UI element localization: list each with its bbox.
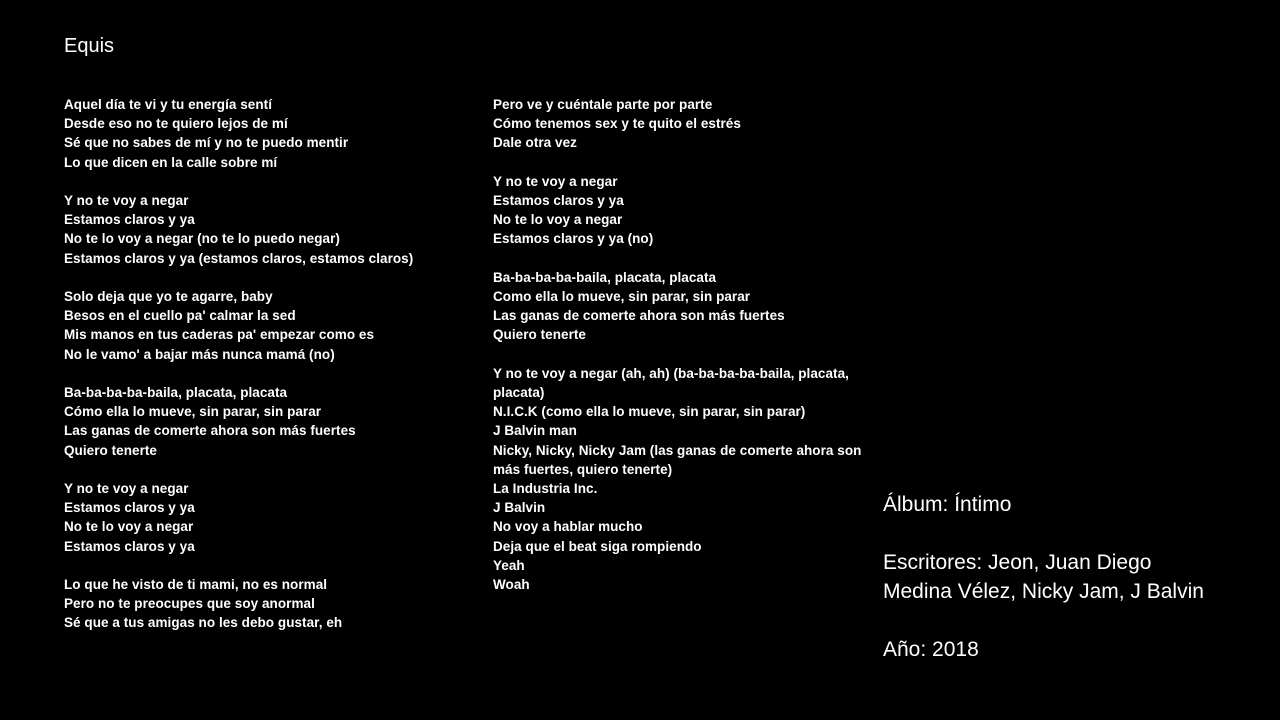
lyric-line: Estamos claros y ya — [64, 500, 195, 516]
year-text: Año: 2018 — [883, 638, 979, 661]
lyrics-stanza — [493, 95, 873, 153]
lyric-line: Estamos claros y ya — [493, 193, 624, 208]
lyric-line: Sé que no sabes de mí y no te puedo mentir — [64, 135, 349, 151]
lyric-line: Estamos claros y ya (estamos claros, estamos claros) — [64, 250, 414, 266]
lyric-line: N.I.C.K (como ella lo mueve, sin parar, sin parar) — [493, 404, 806, 420]
lyric-line: Quiero tenerte — [64, 442, 157, 458]
lyric-line: Y no te voy a negar — [64, 193, 189, 208]
lyric-line: J Balvin — [493, 500, 546, 516]
lyric-line: Lo que dicen en la calle sobre mí — [64, 154, 278, 170]
song-info — [883, 490, 1263, 664]
lyric-line: Ba-ba-ba-ba-baila, placata, placata — [64, 385, 288, 400]
lyrics-stanza — [64, 191, 464, 268]
writers-info — [883, 548, 1263, 606]
lyric-line: Ba-ba-ba-ba-baila, placata, placata — [493, 269, 717, 285]
album-info — [883, 490, 1263, 519]
lyric-line: placata) — [493, 385, 545, 400]
writers-text-line-2: Medina Vélez, Nicky Jam, J Balvin — [883, 580, 1204, 603]
lyrics-column-right — [493, 95, 873, 594]
lyric-line: Yeah — [493, 557, 525, 573]
lyric-line: Las ganas de comerte ahora son más fuertes — [64, 423, 356, 439]
lyric-line: No le vamo' a bajar más nunca mamá (no) — [64, 346, 335, 362]
lyric-line: Lo que he visto de ti mami, no es normal — [64, 577, 328, 592]
lyric-line: No te lo voy a negar — [493, 212, 623, 228]
lyric-line: Pero no te preocupes que soy anormal — [64, 596, 315, 612]
lyrics-stanza — [64, 575, 464, 633]
lyrics-stanza — [493, 172, 873, 249]
year-info — [883, 635, 1263, 664]
lyric-line: Estamos claros y ya — [64, 538, 195, 554]
lyrics-stanza — [64, 383, 464, 460]
lyric-line: Aquel día te vi y tu energía sentí — [64, 97, 273, 112]
song-title: Equis — [64, 35, 115, 57]
lyric-line: J Balvin man — [493, 423, 577, 439]
lyric-line: Cómo tenemos sex y te quito el estrés — [493, 116, 741, 132]
lyric-line: más fuertes, quiero tenerte) — [493, 461, 673, 477]
lyric-line: Como ella lo mueve, sin parar, sin parar — [493, 289, 751, 304]
lyric-line: Dale otra vez — [493, 135, 577, 151]
lyric-line: Sé que a tus amigas no les debo gustar, eh — [64, 615, 343, 631]
lyrics-column-left — [64, 95, 464, 633]
lyric-line: Quiero tenerte — [493, 327, 586, 343]
lyrics-stanza — [64, 287, 464, 364]
lyric-line: Y no te voy a negar — [493, 173, 618, 189]
lyric-line: Nicky, Nicky, Nicky Jam (las ganas de comerte ahora son — [493, 442, 862, 458]
lyric-line: Deja que el beat siga rompiendo — [493, 538, 702, 554]
lyric-line: Mis manos en tus caderas pa' empezar como es — [64, 327, 375, 343]
lyric-line: Cómo ella lo mueve, sin parar, sin parar — [64, 404, 322, 420]
lyric-line: Estamos claros y ya (no) — [493, 231, 654, 247]
lyric-line: Y no te voy a negar (ah, ah) (ba-ba-ba-ba-baila, placata, — [493, 365, 849, 381]
lyrics-stanza — [64, 95, 464, 172]
lyric-line: No voy a hablar mucho — [493, 519, 643, 535]
lyric-line: Solo deja que yo te agarre, baby — [64, 289, 273, 304]
lyrics-stanza — [493, 364, 873, 594]
lyric-line: Pero ve y cuéntale parte por parte — [493, 97, 713, 112]
lyric-line: No te lo voy a negar (no te lo puedo negar) — [64, 231, 340, 247]
lyric-line: Las ganas de comerte ahora son más fuertes — [493, 308, 785, 324]
album-text: Álbum: Íntimo — [883, 493, 1012, 516]
lyrics-stanza — [64, 479, 464, 556]
lyric-line: Woah — [493, 577, 530, 593]
writers-text-line-1: Escritores: Jeon, Juan Diego — [883, 551, 1152, 574]
lyrics-stanza — [493, 268, 873, 345]
lyric-line: La Industria Inc. — [493, 481, 598, 497]
lyric-line: Y no te voy a negar — [64, 481, 189, 496]
lyric-line: No te lo voy a negar — [64, 519, 194, 535]
lyric-line: Desde eso no te quiero lejos de mí — [64, 116, 288, 132]
lyric-line: Besos en el cuello pa' calmar la sed — [64, 308, 296, 324]
lyric-line: Estamos claros y ya — [64, 212, 195, 228]
